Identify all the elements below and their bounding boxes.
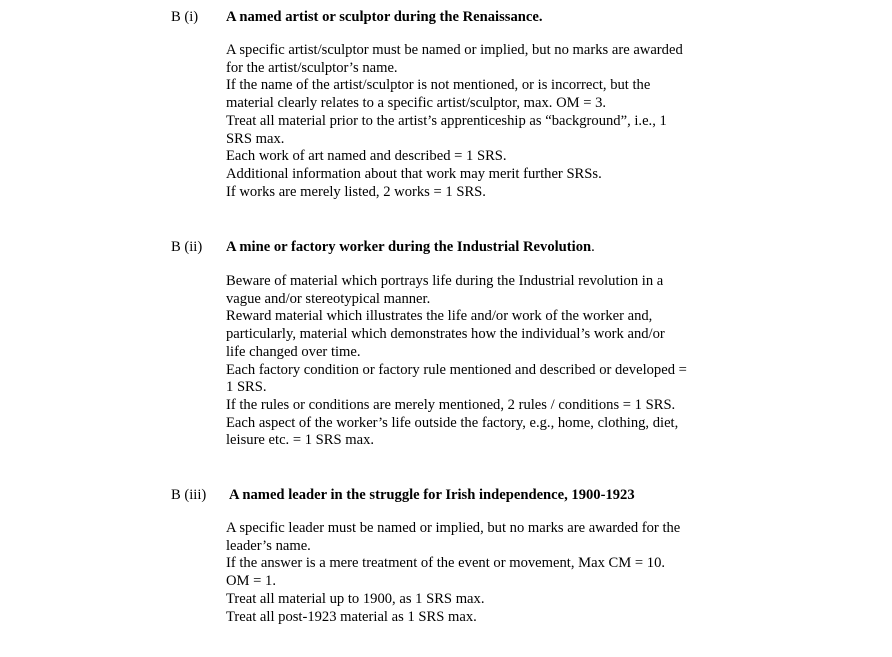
body-line: material clearly relates to a specific artist/sculptor, max. OM = 3. [226,95,607,112]
body-line: If the name of the artist/sculptor is not mentioned, or is incorrect, but the [226,77,651,94]
section-body [226,42,726,201]
section-heading [171,238,731,256]
body-line: Additional information about that work may merit further SRSs. [226,165,602,182]
body-line: leisure etc. = 1 SRS max. [226,432,375,449]
body-line: Each factory condition or factory rule mentioned and described or developed = [226,361,687,378]
body-line: Treat all post-1923 material as 1 SRS max. [226,608,477,625]
body-line: A specific leader must be named or implied, but no marks are awarded for the [226,520,681,536]
section-body [226,273,726,450]
body-line: 1 SRS. [226,379,267,396]
section-heading [171,8,731,26]
question-title: A named artist or sculptor during the Renaissance. [226,9,543,25]
question-title: A named leader in the struggle for Irish independence, 1900-1923 [229,487,635,503]
section-body [226,520,726,626]
question-number: B (i) [171,9,199,25]
body-line: life changed over time. [226,343,361,360]
section-b-ii [171,238,731,450]
section-b-i [171,8,731,201]
body-line: Beware of material which portrays life during the Industrial revolution in a [226,273,664,289]
question-title: A mine or factory worker during the Industrial Revolution [226,239,592,255]
body-line: OM = 1. [226,573,276,590]
question-number: B (iii) [171,487,207,503]
body-line: A specific artist/sculptor must be named or implied, but no marks are awarded [226,42,683,58]
body-line: particularly, material which demonstrates how the individual’s work and/or [226,326,665,343]
body-line: Each aspect of the worker’s life outside the factory, e.g., home, clothing, diet, [226,414,679,431]
body-line: SRS max. [226,130,285,147]
body-line: If works are merely listed, 2 works = 1 SRS. [226,183,486,200]
section-b-iii [171,486,731,626]
body-line: Treat all material prior to the artist’s apprenticeship as “background”, i.e., 1 [226,112,667,129]
body-line: Reward material which illustrates the life and/or work of the worker and, [226,308,653,325]
body-line: If the answer is a mere treatment of the event or movement, Max CM = 10. [226,555,666,572]
body-line: leader’s name. [226,537,311,554]
body-line: If the rules or conditions are merely mentioned, 2 rules / conditions = 1 SRS. [226,396,676,413]
question-title-suffix: . [591,239,595,255]
body-line: vague and/or stereotypical manner. [226,290,431,307]
body-line: for the artist/sculptor’s name. [226,59,398,76]
body-line: Treat all material up to 1900, as 1 SRS max. [226,590,485,607]
question-number: B (ii) [171,239,203,255]
body-line: Each work of art named and described = 1 SRS. [226,148,507,165]
section-heading [171,486,731,504]
